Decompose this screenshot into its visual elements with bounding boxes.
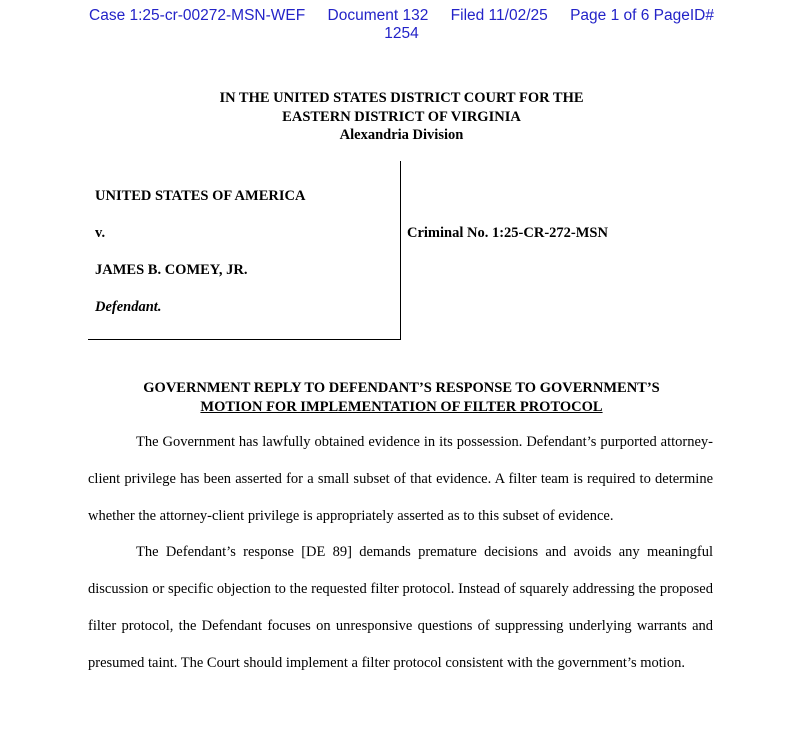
court-division: Alexandria Division [339,127,464,143]
title-line-2 [0,398,803,417]
court-line-2: EASTERN DISTRICT OF VIRGINIA [282,108,521,125]
document-number: Document 132 [327,7,429,24]
case-number: Case 1:25-cr-00272-MSN-WEF [89,7,306,24]
court-line-1: IN THE UNITED STATES DISTRICT COURT FOR THE [219,90,584,106]
body-paragraph-2: The Defendant’s response [DE 89] demands premature decisions and avoids any meaningful discussion or specific objection to the requested filter protocol. Instead of squarely addressing the proposed filter protocol, the Defendant focuses on unresponsive questions of suppressing underlying warrants and presumed taint. The Court should implement a filter protocol consistent with the government’s motion. [88,544,713,671]
pageid-number: 1254 [384,25,419,42]
ecf-header-stamp [0,7,803,43]
defendant-name: JAMES B. COMEY, JR. [95,262,248,278]
criminal-number: Criminal No. 1:25-CR-272-MSN [407,225,608,241]
document-title [0,379,803,416]
court-name-block [0,89,803,145]
document-body [88,424,713,682]
page-info: Page 1 of 6 PageID# [570,7,714,24]
plaintiff-name: UNITED STATES OF AMERICA [95,188,306,204]
header-line-1 [0,7,803,25]
defendant-role: Defendant. [95,299,162,315]
filed-date: Filed 11/02/25 [450,7,548,24]
versus-label: v. [95,225,106,241]
title-line-2-text: MOTION FOR IMPLEMENTATION OF FILTER PROTOCOL [200,398,603,415]
body-paragraph-1: The Government has lawfully obtained evidence in its possession. Defendant’s purported attorney-client privilege has been asserted for a small subset of that evidence. A filter team is required to determine whether the attorney-client privilege is appropriately asserted as to this subset of evidence. [88,434,713,524]
case-caption-box [88,161,401,340]
title-line-1: GOVERNMENT REPLY TO DEFENDANT’S RESPONSE TO GOVERNMENT’S [143,380,660,396]
